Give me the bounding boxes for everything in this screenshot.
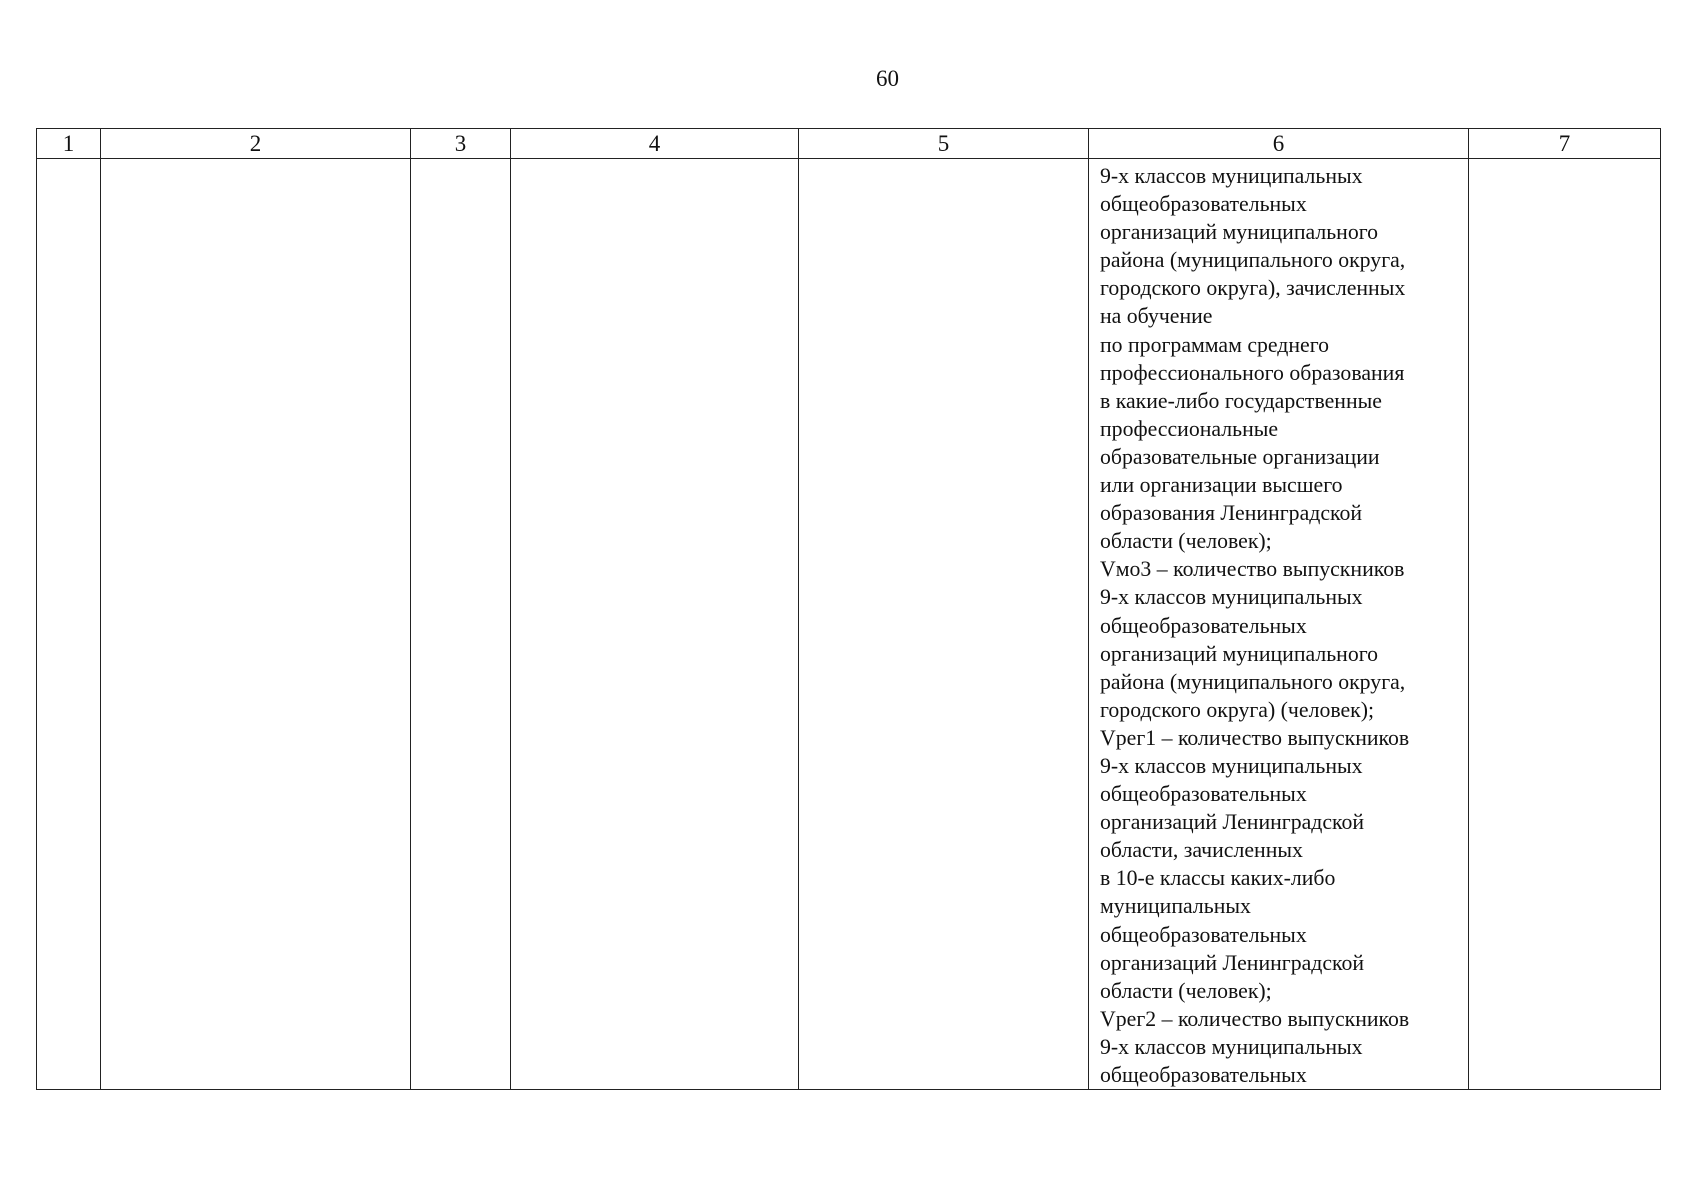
text-line: Vмо3 – количество выпускников (1100, 557, 1405, 582)
cell-col-3 (411, 159, 511, 1090)
text-line: 9-х классов муниципальных (1100, 1034, 1363, 1059)
cell-col-6 (1089, 159, 1469, 1090)
text-line: образования Ленинградской (1100, 501, 1363, 526)
text-line: общеобразовательных (1100, 1063, 1307, 1087)
header-row (37, 129, 1661, 159)
text-line: в 10-е классы каких-либо (1100, 866, 1336, 891)
cell-col-7 (1469, 159, 1661, 1090)
column-header-4: 4 (511, 129, 799, 159)
text-line: района (муниципального округа, (1100, 669, 1406, 694)
text-line: на обучение (1100, 304, 1213, 329)
text-line: общеобразовательных (1100, 782, 1307, 807)
column-header-7: 7 (1469, 129, 1661, 159)
text-line: области (человек); (1100, 529, 1272, 554)
column-header-3: 3 (411, 129, 511, 159)
text-line: профессионального образования (1100, 360, 1405, 385)
text-line: в какие-либо государственные (1100, 388, 1382, 413)
text-line: 9-х классов муниципальных (1100, 164, 1363, 188)
text-line: общеобразовательных (1100, 922, 1307, 947)
text-line: организаций муниципального (1100, 641, 1379, 666)
text-line: образовательные организации (1100, 444, 1380, 469)
cell-col-1 (37, 159, 101, 1090)
text-line: Vрег2 – количество выпускников (1100, 1006, 1410, 1031)
text-line: муниципальных (1100, 894, 1251, 919)
text-line: городского округа), зачисленных (1100, 276, 1406, 301)
text-line: области (человек); (1100, 978, 1272, 1003)
column-header-5: 5 (799, 129, 1089, 159)
text-line: области, зачисленных (1100, 838, 1303, 863)
column-header-6: 6 (1089, 129, 1469, 159)
column-header-2: 2 (101, 129, 411, 159)
text-line: профессиональные (1100, 416, 1279, 441)
column6-text (1089, 159, 1468, 1089)
table-row (37, 159, 1661, 1090)
cell-col-2 (101, 159, 411, 1090)
cell-col-5 (799, 159, 1089, 1090)
text-line: по программам среднего (1100, 332, 1330, 357)
text-line: или организации высшего (1100, 473, 1343, 498)
cell-col-4 (511, 159, 799, 1090)
text-line: организаций Ленинградской (1100, 950, 1365, 975)
text-line: организаций Ленинградской (1100, 810, 1365, 835)
document-table (36, 128, 1661, 1090)
text-line: общеобразовательных (1100, 613, 1307, 638)
column-header-1: 1 (37, 129, 101, 159)
text-line: городского округа) (человек); (1100, 697, 1375, 722)
page-number: 60 (876, 66, 899, 91)
text-line: организаций муниципального (1100, 220, 1379, 245)
text-line: 9-х классов муниципальных (1100, 753, 1363, 778)
text-line: Vрег1 – количество выпускников (1100, 725, 1410, 750)
text-line: общеобразовательных (1100, 192, 1307, 217)
text-line: района (муниципального округа, (1100, 248, 1406, 273)
text-line: 9-х классов муниципальных (1100, 585, 1363, 610)
